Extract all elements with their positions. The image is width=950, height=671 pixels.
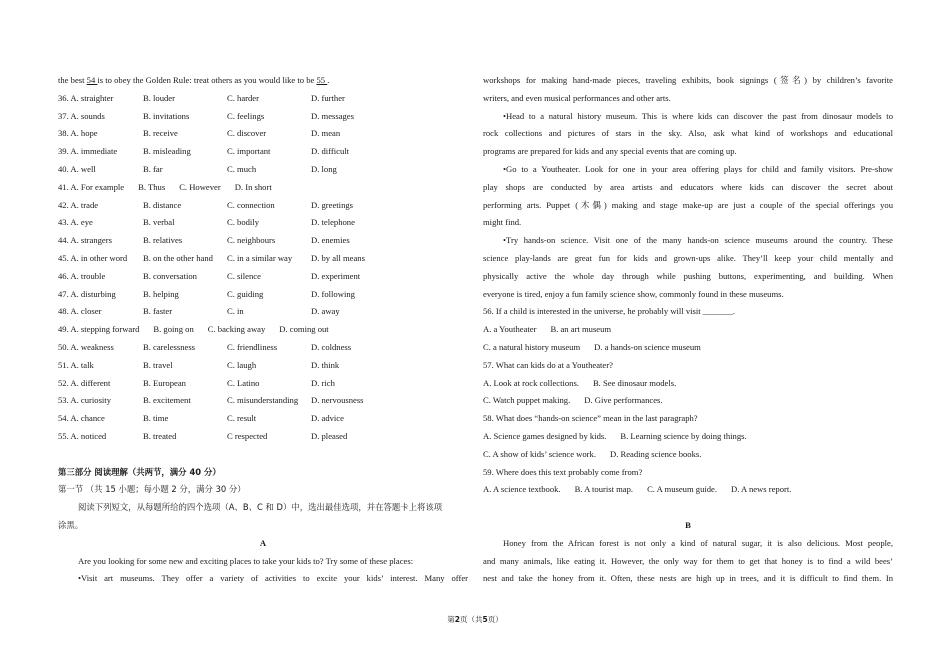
option-c: C. much: [227, 163, 257, 174]
option-c: C. feelings: [227, 110, 265, 121]
option-n: 45. A. in other word: [58, 252, 128, 263]
option: A. A science textbook.: [483, 484, 561, 495]
cloze-row: [58, 143, 468, 161]
option-c: C. Latino: [227, 377, 260, 388]
option: A. Science games designed by kids.: [483, 430, 607, 441]
option-d: D. by all means: [311, 252, 365, 263]
option-c: C. silence: [227, 270, 261, 281]
option-n: 36. A. straighter: [58, 92, 114, 103]
option-n: 47. A. disturbing: [58, 288, 116, 299]
option: A. Look at rock collections.: [483, 377, 579, 388]
option-c: C. guiding: [227, 288, 264, 299]
passage-line: •Try hands-on science. Visit one of the many hands-on science museums around the country. These: [503, 235, 893, 246]
option: C. A museum guide.: [647, 484, 718, 495]
option-row: [483, 339, 893, 357]
passage-line: nest and take the honey from it. Often, these nests are high up in trees, and it is difficult to find them. In: [483, 573, 893, 584]
option-b: B. louder: [143, 92, 175, 103]
option-c: C. laugh: [227, 359, 257, 370]
option-d: D. experiment: [311, 270, 361, 281]
passage-line: programs are prepared for kids and any special events that are coming up.: [483, 146, 737, 157]
option-d: D. mean: [311, 128, 341, 139]
intro-text: .: [327, 75, 330, 85]
option-d: D. advice: [311, 413, 344, 424]
option-b: B. faster: [143, 306, 173, 317]
option-n: 40. A. well: [58, 163, 96, 174]
option-b: B. time: [143, 413, 169, 424]
option-d: D. greetings: [311, 199, 354, 210]
instruction-line: 阅读下列短文，从每题所给的四个选项（A、B、C 和 D）中，选出最佳选项，并在答题卡上将该项: [78, 502, 443, 513]
cloze-row: [58, 250, 468, 268]
footer-text: 页（共: [460, 615, 483, 624]
option-d: D. telephone: [311, 217, 355, 228]
cloze-row: [58, 125, 468, 143]
cloze-row: [58, 214, 468, 232]
cloze-row: [58, 197, 468, 215]
option-n: 50. A. weakness: [58, 341, 114, 352]
option-b: B. going on: [153, 324, 194, 335]
option-c: C. neighbours: [227, 235, 276, 246]
cloze-row: [58, 321, 468, 339]
passage-line: science play-lands are great fun for kids and grown-ups alike. They’ll keep your child mentally and: [483, 252, 893, 263]
passage-line: everyone is tired, enjoy a fun family science show, commonly found in these museums.: [483, 288, 784, 299]
intro-text: the best: [58, 75, 87, 85]
question-57: 57. What can kids do at a Youtheater?: [483, 359, 613, 370]
option-n: 44. A. strangers: [58, 235, 112, 246]
blank-54: 54: [86, 75, 98, 85]
page-footer: [0, 614, 950, 625]
option: C. A show of kids’ science work.: [483, 448, 596, 459]
cloze-row: [58, 357, 468, 375]
section-title: 第三部分 阅读理解（共两节，满分 40 分）: [58, 466, 221, 477]
option-n: 49. A. stepping forward: [58, 324, 140, 335]
option-c: C. important: [227, 146, 271, 157]
passage-line: play shops are conducted by area artists and educators where kids can discover the secret about: [483, 181, 893, 192]
cloze-row: [58, 161, 468, 179]
option-d: D. think: [311, 359, 340, 370]
passage-line: workshops for making hand-made pieces, traveling exhibits, book signings (签名) by children’s favorite: [483, 75, 893, 85]
option: C. Watch puppet making.: [483, 395, 571, 406]
cloze-row: [58, 375, 468, 393]
cloze-row: [58, 108, 468, 126]
option-b: B. relatives: [143, 235, 183, 246]
option-d: D. rich: [311, 377, 335, 388]
option-d: D. long: [311, 163, 337, 174]
blank-55: 55: [316, 75, 328, 85]
option-d: D. coming out: [279, 324, 329, 335]
footer-text: 第: [447, 615, 455, 624]
option-n: 53. A. curiosity: [58, 395, 111, 406]
passage-line: physically active the whole day through while pushing buttons, experimenting, and building. When: [483, 270, 893, 281]
option: D. a hands-on science museum: [594, 341, 701, 352]
cloze-row: [58, 179, 468, 197]
option: B. an art museum: [550, 324, 612, 335]
option: A. a Youtheater: [483, 324, 537, 335]
passage-b-title: B: [685, 519, 691, 530]
passage-a-line: Are you looking for some new and exciting places to take your kids to? Try some of these places:: [78, 555, 414, 566]
option-b: B. Thus: [138, 181, 166, 192]
option-c: C. However: [179, 181, 221, 192]
option-d: D. following: [311, 288, 355, 299]
cloze-row: [58, 303, 468, 321]
option-c: C. in a similar way: [227, 252, 293, 263]
cloze-row: [58, 90, 468, 108]
option-b: B. on the other hand: [143, 252, 213, 263]
option: C. a natural history museum: [483, 341, 581, 352]
passage-line: rock collections and pictures of stars in the sky. Also, ask what kind of workshops and educational: [483, 128, 893, 139]
option-c: C. friendliness: [227, 341, 278, 352]
option-b: B. treated: [143, 430, 177, 441]
option: D. Give performances.: [584, 395, 663, 406]
option-d: D. pleased: [311, 430, 348, 441]
option-b: B. conversation: [143, 270, 197, 281]
cloze-row: [58, 428, 468, 446]
option-c: C. misunderstanding: [227, 395, 299, 406]
option-c: C. in: [227, 306, 244, 317]
cloze-row: [58, 286, 468, 304]
option-b: B. helping: [143, 288, 179, 299]
option-c: C. result: [227, 413, 257, 424]
option-row: [483, 375, 893, 393]
option-b: B. misleading: [143, 146, 191, 157]
option-c: C. harder: [227, 92, 259, 103]
total-pages: 5: [482, 615, 488, 624]
cloze-row: [58, 232, 468, 250]
cloze-row: [58, 339, 468, 357]
option-c: C respected: [227, 430, 268, 441]
option-row: [483, 392, 893, 410]
option-d: D. difficult: [311, 146, 350, 157]
option-row: [483, 446, 893, 464]
subsection-title: 第一节 （共 15 小题；每小题 2 分，满分 30 分）: [58, 484, 246, 495]
option-n: 38. A. hope: [58, 128, 98, 139]
option-b: B. invitations: [143, 110, 190, 121]
question-56: 56. If a child is interested in the universe, he probably will visit _______.: [483, 306, 736, 317]
option: D. Reading science books.: [609, 448, 702, 459]
option-d: D. In short: [234, 181, 272, 192]
passage-line: and many animals, like eating it. However, the only way for them to get that honey is to find a wild bees’: [483, 555, 893, 566]
option-n: 54. A. chance: [58, 413, 105, 424]
option-n: 41. A. For example: [58, 181, 125, 192]
question-58: 58. What does “hands-on science” mean in the last paragraph?: [483, 413, 698, 424]
passage-line: •Go to a Youtheater. Look for one in your area offering plays for child and family visitors. Pre-show: [503, 163, 893, 174]
left-column: [58, 72, 468, 588]
option: B. A tourist map.: [574, 484, 634, 495]
option-d: D. coldness: [311, 341, 352, 352]
option-b: B. excitement: [143, 395, 191, 406]
option-c: C. backing away: [207, 324, 266, 335]
option-n: 43. A. eye: [58, 217, 93, 228]
option-b: B. verbal: [143, 217, 175, 228]
option-n: 39. A. immediate: [58, 146, 118, 157]
instruction-line: 涂黑。: [58, 519, 84, 530]
right-column: [483, 72, 893, 588]
footer-text: 页）: [487, 615, 503, 624]
cloze-row: [58, 268, 468, 286]
option-n: 37. A. sounds: [58, 110, 105, 121]
option-n: 46. A. trouble: [58, 270, 106, 281]
option: D. A news report.: [731, 484, 792, 495]
option-c: C. discover: [227, 128, 267, 139]
option-row: [483, 321, 893, 339]
cloze-row: [58, 392, 468, 410]
option-d: D. messages: [311, 110, 354, 121]
cloze-row: [58, 410, 468, 428]
option-n: 55. A. noticed: [58, 430, 107, 441]
intro-line: [58, 72, 468, 90]
option-d: D. further: [311, 92, 345, 103]
passage-line: Honey from the African forest is not only a kind of natural sugar, it is also delicious. Most people,: [503, 537, 893, 548]
option-b: B. far: [143, 163, 163, 174]
page-number: 2: [454, 615, 460, 624]
passage-b: [483, 535, 893, 588]
option-n: 48. A. closer: [58, 306, 102, 317]
passage-line: •Head to a natural history museum. This is where kids can discover the past from dinosaur models to: [503, 110, 893, 121]
option-d: D. away: [311, 306, 340, 317]
passage-a-title: A: [259, 537, 267, 548]
passage-a-line: •Visit art museums. They offer a variety of activities to excite your kids’ interest. Many offer: [78, 573, 468, 584]
passage-line: writers, and even musical performances and other arts.: [483, 92, 671, 103]
passage-line: performing arts. Puppet (木偶) making and stage make-up are just a couple of the special offerings you: [483, 199, 893, 210]
option-d: D. enemies: [311, 235, 350, 246]
cloze-options: [58, 90, 468, 446]
option-b: B. travel: [143, 359, 173, 370]
passage-line: might find.: [483, 217, 522, 228]
option-b: B. European: [143, 377, 186, 388]
option-row: [483, 428, 893, 446]
option-c: C. bodily: [227, 217, 259, 228]
option: B. Learning science by doing things.: [620, 430, 747, 441]
option-b: B. carelessness: [143, 341, 196, 352]
option-n: 51. A. talk: [58, 359, 94, 370]
option-c: C. connection: [227, 199, 275, 210]
option-n: 42. A. trade: [58, 199, 99, 210]
option-n: 52. A. different: [58, 377, 111, 388]
option-d: D. nervousness: [311, 395, 364, 406]
option-b: B. distance: [143, 199, 182, 210]
option-row: [483, 481, 893, 499]
passage-a-continued: [483, 72, 893, 303]
option: B. See dinosaur models.: [592, 377, 677, 388]
intro-text: is to obey the Golden Rule: treat others as you would like to be: [97, 75, 317, 85]
option-b: B. receive: [143, 128, 178, 139]
question-59: 59. Where does this text probably come from?: [483, 466, 643, 477]
